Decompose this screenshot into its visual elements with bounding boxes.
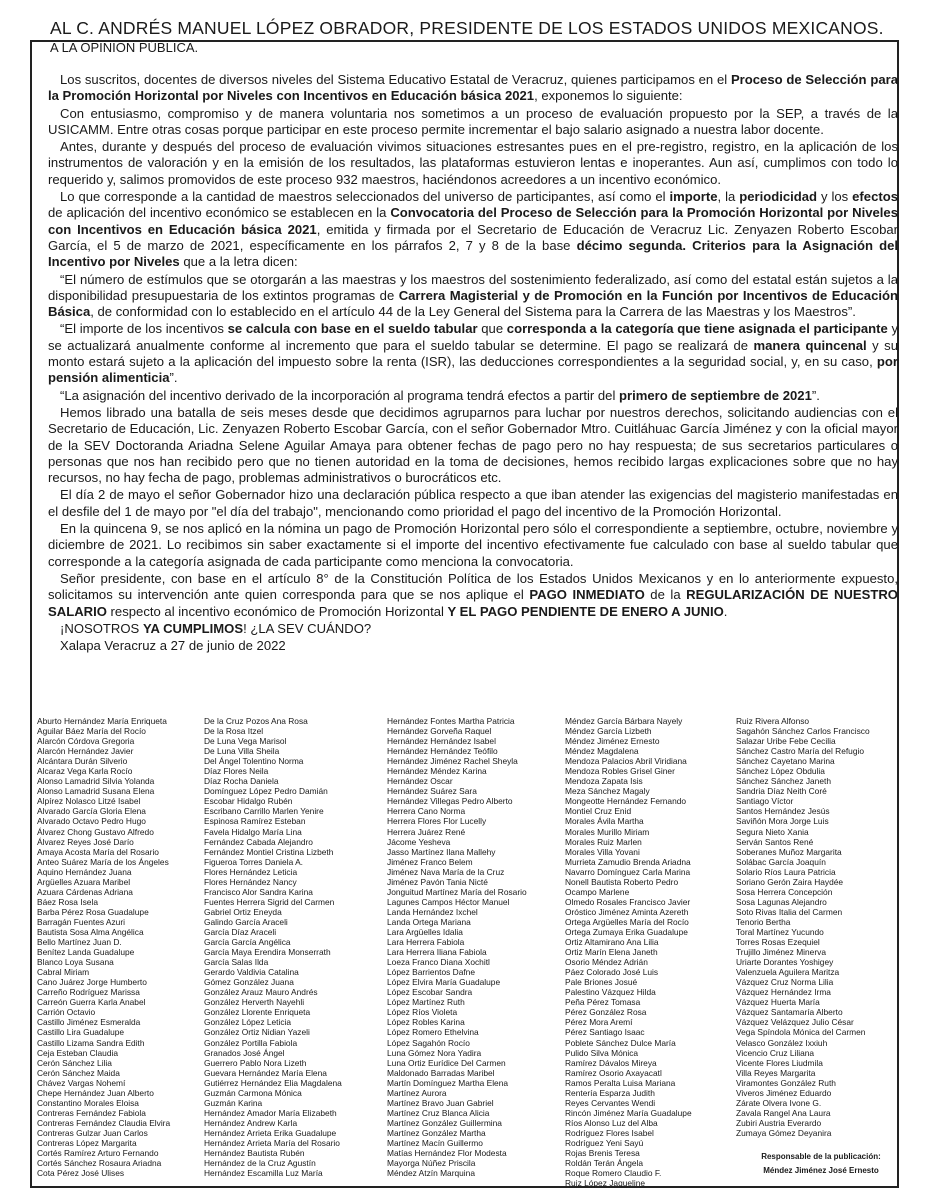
signatory-name: Cano Juárez Jorge Humberto bbox=[37, 977, 147, 988]
signatory-name: Castillo Lizama Sandra Edith bbox=[37, 1037, 145, 1048]
signatory-name: González Ortiz Nidian Yazeli bbox=[204, 1027, 310, 1038]
signatory-name: Jasso Martínez Ilana Mallehy bbox=[387, 846, 496, 857]
signatory-name: Herrera Juárez René bbox=[387, 826, 466, 837]
signatory-name: Granados José Ángel bbox=[204, 1047, 285, 1058]
signatory-name: Hernández Arrieta María del Rosario bbox=[204, 1137, 340, 1148]
signatory-name: Jiménez Nava María de la Cruz bbox=[387, 866, 505, 877]
signatory-name: Ramírez Osorio Axayacatl bbox=[565, 1067, 662, 1078]
signatory-name: Vicente Flores Liudmila bbox=[736, 1057, 823, 1068]
signatory-name: Villa Reyes Margarita bbox=[736, 1067, 816, 1078]
signatory-name: Pale Briones Josué bbox=[565, 977, 638, 988]
signatory-name: Martínez González Martha bbox=[387, 1127, 486, 1138]
signatory-name: Rodríguez Flores Isabel bbox=[565, 1127, 654, 1138]
signatory-name: Montiel Cruz Enid bbox=[565, 806, 632, 817]
signatory-name: Hernández Méndez Karina bbox=[387, 766, 487, 777]
signatory-name: Rentería Esparza Judith bbox=[565, 1087, 655, 1098]
signatory-name: Méndez Magdalena bbox=[565, 746, 639, 757]
signatory-name: Mendoza Zapata Isis bbox=[565, 776, 643, 787]
signatory-name: Guzmán Karina bbox=[204, 1097, 263, 1108]
signatory-name: Santos Hernández Jesús bbox=[736, 806, 830, 817]
signatory-name: Hernández de la Cruz Agustín bbox=[204, 1158, 316, 1169]
signatory-name: Alcántara Durán Silverio bbox=[37, 756, 128, 767]
signatory-name: Osorio Méndez Adrián bbox=[565, 957, 648, 968]
signatory-name: Viramontes González Ruth bbox=[736, 1077, 836, 1088]
signatory-name: Hernández Villegas Pedro Alberto bbox=[387, 796, 513, 807]
signatory-name: Jiménez Franco Belem bbox=[387, 856, 473, 867]
signatory-name: González Herverth Nayehli bbox=[204, 997, 305, 1008]
signatory-name: Alonso Lamadrid Susana Elena bbox=[37, 786, 155, 797]
signatory-name: Martínez González Guillermina bbox=[387, 1117, 502, 1128]
signatory-name: Flores Hernández Nancy bbox=[204, 876, 297, 887]
signatory-name: Pérez Santiago Isaac bbox=[565, 1027, 645, 1038]
signatory-name: Anteo Suárez María de los Ángeles bbox=[37, 856, 169, 867]
signatory-name: Aburto Hernández María Enriqueta bbox=[37, 716, 167, 726]
signatory-name: Aquino Hernández Juana bbox=[37, 866, 132, 877]
signatories-column-1 bbox=[37, 716, 213, 1178]
signatory-name: Luna Ortiz Eurídice Del Carmen bbox=[387, 1057, 506, 1068]
signatory-name: Uriarte Dorantes Yoshigey bbox=[736, 957, 834, 968]
signatory-name: Guzmán Carmona Mónica bbox=[204, 1087, 302, 1098]
signatory-name: De Luna Vega Marisol bbox=[204, 736, 287, 747]
signatory-name: Díaz Flores Neila bbox=[204, 766, 269, 777]
signatory-name: López Martínez Ruth bbox=[387, 997, 465, 1008]
signatory-name: Contreras Fernández Claudia Elvira bbox=[37, 1117, 171, 1128]
signatory-name: Ortega Argüelles María del Rocío bbox=[565, 916, 689, 927]
signatory-name: Cortés Sánchez Rosaura Ariadna bbox=[37, 1158, 162, 1169]
paragraph-battle: Hemos librado una batalla de seis meses desde que decidimos agruparnos para luchar por nuestros derechos, solicitando audiencias con el Secretario de Educación, Lic. Zenyazen Roberto Escobar García, con el señor Gobernador Mtro. Cuitláhuac García Jiménez y con la oficial mayor de la SEV Doctoranda Ariadna Selene Aguilar Amaya para obtener fechas de pago pero no hay respuesta; de sus secretarios particulares o personas que nos han recibido pero que no tienen autoridad en la toma de decisiones, hemos recibido largas explicaciones sobre que no hay recursos, no hay fecha de pago, problemas administrativos o burocráticos etc. bbox=[48, 404, 898, 486]
signatory-name: Castillo Jiménez Esmeralda bbox=[37, 1017, 141, 1028]
signatory-name: López Romero Ethelvina bbox=[387, 1027, 479, 1038]
signatory-name: García Díaz Araceli bbox=[204, 926, 277, 937]
signatory-name: Rojas Brenis Teresa bbox=[565, 1148, 640, 1159]
signatory-name: Zárate Olvera Ivone G. bbox=[736, 1097, 822, 1108]
signatory-name: Gutiérrez Hernández Elia Magdalena bbox=[204, 1077, 342, 1088]
signatory-name: Fernández Montiel Cristina Lizbeth bbox=[204, 846, 334, 857]
signatory-name: Lara Herrera Fabiola bbox=[387, 937, 465, 948]
signatory-name: Pérez González Rosa bbox=[565, 1007, 647, 1018]
paragraph-intro: Los suscritos, docentes de diversos niveles del Sistema Educativo Estatal de Veracruz, quienes participamos en el Proceso de Selección para la Promoción Horizontal por Niveles con Incentivos en Educación básica 2021, exponemos lo siguiente: bbox=[48, 72, 898, 104]
signatory-name: Jiménez Pavón Tania Nicté bbox=[387, 876, 488, 887]
signatory-name: Contreras López Margarita bbox=[37, 1137, 137, 1148]
signatory-name: Vázquez Hernández Irma bbox=[736, 987, 831, 998]
signatory-name: Morales Ávila Martha bbox=[565, 816, 644, 827]
signatory-name: Sánchez Sánchez Janeth bbox=[736, 776, 831, 787]
paragraph-convocatoria: Lo que corresponde a la cantidad de maestros seleccionados del universo de participantes, así como el importe, la periodicidad y los efectos de aplicación del incentivo económico se establecen en la Convocatoria del Proceso de Selección para la Promoción Horizontal por Niveles con Incentivos en Educación básica 2021, emitida y firmada por el Secretario de Educación de Veracruz Lic. Zenyazen Roberto Escobar García, el 5 de marzo de 2021, específicamente en los párrafos 2, 7 y 8 de la base décimo segunda. Criterios para la Asignación del Incentivo por Niveles que a la letra dicen: bbox=[48, 189, 898, 270]
signatory-name: Bello Martínez Juan D. bbox=[37, 937, 122, 948]
signatories-column-4 bbox=[565, 716, 741, 1188]
signatory-name: Solario Ríos Laura Patricia bbox=[736, 866, 836, 877]
signatory-name: De la Cruz Pozos Ana Rosa bbox=[204, 716, 308, 726]
slogan: ¡NOSOTROS YA CUMPLIMOS! ¿LA SEV CUÁNDO? bbox=[60, 620, 372, 636]
signatory-name: De Luna Villa Sheila bbox=[204, 746, 280, 757]
signatory-name: Carrión Octavio bbox=[37, 1007, 96, 1018]
signatory-name: Toral Martínez Yucundo bbox=[736, 926, 824, 937]
paragraph-may-declaration: El día 2 de mayo el señor Gobernador hizo una declaración pública respecto a que iban atender las exigencias del magisterio manifestadas en el desfile del 1 de mayo por "el día del trabajo", mencionando como prioridad el pago del incentivo de la Promoción Horizontal. bbox=[48, 487, 898, 519]
signatory-name: Hernández Jiménez Rachel Sheyla bbox=[387, 756, 518, 767]
signatory-name: Galindo García Araceli bbox=[204, 916, 288, 927]
signatory-name: Hernández Fontes Martha Patricia bbox=[387, 716, 515, 726]
signatory-name: Cabral Miriam bbox=[37, 967, 90, 978]
signatory-name: Ruiz López Jaqueline bbox=[565, 1178, 646, 1189]
paragraph-process: Antes, durante y después del proceso de evaluación vivimos situaciones estresantes pues en el pre-registro, registro, en la aplicación de los instrumentos de valoración y en la emisión de los resultados, las plataformas estuvieron lentas e inoperantes. Aun así, cumplimos con todo lo requerido y, salimos promovidos de este proceso 932 maestros, haciéndonos acreedores a un incentivo económico. bbox=[48, 139, 898, 187]
signatory-name: Hernández Escamilla Luz María bbox=[204, 1168, 323, 1179]
signatory-name: Soto Rivas Italia del Carmen bbox=[736, 906, 843, 917]
signatory-name: López Sagahón Rocío bbox=[387, 1037, 470, 1048]
signatory-name: Sagahón Sánchez Carlos Francisco bbox=[736, 726, 870, 737]
signatory-name: López Ríos Violeta bbox=[387, 1007, 458, 1018]
signatory-name: Hernández Suárez Sara bbox=[387, 786, 477, 797]
paragraph-request: Señor presidente, con base en el artículo 8° de la Constitución Política de los Estados Unidos Mexicanos y en lo anteriormente expuesto, solicitamos su intervención ante quien corresponda para que se nos aplique el PAGO INMEDIATO de la REGULARIZACIÓN DE NUESTRO SALARIO respecto al incentivo económico de Promoción Horizontal Y EL PAGO PENDIENTE DE ENERO A JUNIO. bbox=[48, 570, 898, 619]
responsible-label: Responsable de la publicación: bbox=[761, 1152, 881, 1161]
signatory-name: Páez Colorado José Luis bbox=[565, 967, 659, 978]
signatory-name: Velasco González Ixxiuh bbox=[736, 1037, 828, 1048]
signatory-name: Sánchez Castro María del Refugio bbox=[736, 746, 865, 757]
signatory-name: Alarcón Hernández Javier bbox=[37, 746, 134, 757]
signatory-name: Argüelles Azuara Maribel bbox=[37, 876, 131, 887]
signatory-name: Amaya Acosta María del Rosario bbox=[37, 846, 159, 857]
signatory-name: Mongeotte Hernández Fernando bbox=[565, 796, 687, 807]
paragraph-quincena: En la quincena 9, se nos aplicó en la nómina un pago de Promoción Horizontal pero sólo el correspondiente a septiembre, octubre, noviembre y diciembre de 2021. Lo recibimos sin saber exactamente si el importe del incentivo efectivamente fue calculado con base al sueldo tabular que corresponde a la categoría asignada de cada participante como menciona la convocatoria. bbox=[48, 521, 898, 569]
signatory-name: Escribano Carrillo Marlen Yenire bbox=[204, 806, 324, 817]
signatory-name: Hernández Hernández Teófilo bbox=[387, 746, 498, 757]
signatory-name: Navarro Domínguez Carla Marina bbox=[565, 866, 691, 877]
signatory-name: Luna Gómez Nora Yadira bbox=[387, 1047, 482, 1058]
signatory-name: Benítez Landa Guadalupe bbox=[37, 947, 135, 958]
signatory-name: Sosa Lagunas Alejandro bbox=[736, 896, 827, 907]
document-header: AL C. ANDRÉS MANUEL LÓPEZ OBRADOR, PRESIDENTE DE LOS ESTADOS UNIDOS MEXICANOS. bbox=[50, 18, 884, 38]
signatory-name: Reyes Cervantes Wendi bbox=[565, 1097, 656, 1108]
signatory-name: Soberanes Muñoz Margarita bbox=[736, 846, 842, 857]
signatory-name: García García Angélica bbox=[204, 937, 291, 948]
signatory-name: Sánchez Cayetano Marina bbox=[736, 756, 835, 767]
signatory-name: Cortés Ramírez Arturo Fernando bbox=[37, 1148, 159, 1159]
signatory-name: Bautista Sosa Alma Angélica bbox=[37, 926, 144, 937]
signatory-name: Landa Ortega Mariana bbox=[387, 916, 471, 927]
signatory-name: Zubiri Austria Everardo bbox=[736, 1117, 822, 1128]
signatory-name: Mendoza Palacios Abril Viridiana bbox=[565, 756, 687, 767]
quote-paragraph-2: “El número de estímulos que se otorgarán a las maestras y los maestros del sostenimiento federalizado, así como del estatal están sujetos a la disponibilidad presupuestaria de los extintos programas de Carrera Magisterial y de Promoción en la Función por Incentivos de Educación Básica, de conformidad con lo establecido en el artículo 44 de la Ley General del Sistema para la Carrera de las Maestras y los Maestros”. bbox=[48, 271, 898, 320]
signatory-name: Carreño Rodríguez Marissa bbox=[37, 987, 140, 998]
signatory-name: Álvarez Reyes José Darío bbox=[37, 836, 134, 847]
signatory-name: Morales Murillo Miriam bbox=[565, 826, 650, 837]
signatory-name: Pérez Mora Aremí bbox=[565, 1017, 633, 1028]
signatory-name: Zumaya Gómez Deyanira bbox=[736, 1127, 832, 1138]
signatory-name: Alonso Lamadrid Silvia Yolanda bbox=[37, 776, 155, 787]
signatory-name: Jonguitud Martínez María del Rosario bbox=[387, 886, 527, 897]
signatory-name: Oróstico Jiménez Aminta Azereth bbox=[565, 906, 689, 917]
signatory-name: Nonell Bautista Roberto Pedro bbox=[565, 876, 679, 887]
signatory-name: Lagunes Campos Héctor Manuel bbox=[387, 896, 510, 907]
signatory-name: Herrera Flores Flor Lucelly bbox=[387, 816, 487, 827]
signatory-name: Ortiz Altamirano Ana Lilia bbox=[565, 937, 659, 948]
signatory-name: García Salas Ilda bbox=[204, 957, 269, 968]
signatory-name: Carreón Guerra Karla Anabel bbox=[37, 997, 146, 1008]
signatory-name: González López Leticia bbox=[204, 1017, 292, 1028]
signatory-name: Díaz Rocha Daniela bbox=[204, 776, 279, 787]
signatory-name: Francisco Alor Sandra Karina bbox=[204, 886, 313, 897]
signatory-name: Landa Hernández Ixchel bbox=[387, 906, 478, 917]
signatories-list bbox=[37, 716, 917, 1189]
signatory-name: Pulido Silva Mónica bbox=[565, 1047, 639, 1058]
signatory-name: Vázquez Cruz Norma Lilia bbox=[736, 977, 834, 988]
signatory-name: Barba Pérez Rosa Guadalupe bbox=[37, 906, 149, 917]
signatories-column-3 bbox=[387, 716, 563, 1178]
signatory-name: Castillo Lira Guadalupe bbox=[37, 1027, 125, 1038]
signatory-name: Martínez Aurora bbox=[387, 1087, 447, 1098]
signatory-name: Santiago Víctor bbox=[736, 796, 794, 807]
signatory-name: Espinosa Ramírez Esteban bbox=[204, 816, 306, 827]
document-subheader: A LA OPINION PÚBLICA. bbox=[50, 40, 199, 55]
signatory-name: Matías Hernández Flor Modesta bbox=[387, 1148, 507, 1159]
signatory-name: Jácome Yesheva bbox=[387, 836, 451, 847]
signatory-name: Barragán Fuentes Azuri bbox=[37, 916, 125, 927]
signatory-name: Contreras Fernández Fabiola bbox=[37, 1107, 146, 1118]
signatory-name: Ortiz Marín Elena Janeth bbox=[565, 947, 658, 958]
signatory-name: Ruiz Rivera Alfonso bbox=[736, 716, 810, 726]
signatory-name: Azuara Cárdenas Adriana bbox=[37, 886, 133, 897]
signatory-name: Fernández Cabada Alejandro bbox=[204, 836, 313, 847]
signatory-name: Gabriel Ortiz Eneyda bbox=[204, 906, 282, 917]
responsible-name: Méndez Jiménez José Ernesto bbox=[763, 1166, 879, 1175]
signatories-column-2 bbox=[204, 716, 380, 1178]
signatory-name: Ramos Peralta Luisa Mariana bbox=[565, 1077, 676, 1088]
signatory-name: Constantino Morales Eloisa bbox=[37, 1097, 139, 1108]
signatory-name: Serván Santos René bbox=[736, 836, 814, 847]
signatory-name: Hernández Oscar bbox=[387, 776, 453, 787]
place-date: Xalapa Veracruz a 27 de junio de 2022 bbox=[60, 638, 286, 654]
signatory-name: Mendoza Robles Grisel Giner bbox=[565, 766, 675, 777]
signatory-name: Viveros Jiménez Eduardo bbox=[736, 1087, 832, 1098]
signatory-name: Álvarez Chong Gustavo Alfredo bbox=[37, 826, 154, 837]
signatory-name: Valenzuela Aguilera Maritza bbox=[736, 967, 840, 978]
signatory-name: Vázquez Santamaría Alberto bbox=[736, 1007, 843, 1018]
signatory-name: Báez Rosa Isela bbox=[37, 896, 98, 907]
signatory-name: Salazar Uribe Febe Cecilia bbox=[736, 736, 836, 747]
signatory-name: Hernández Gorveña Raquel bbox=[387, 726, 492, 737]
signatory-name: Solábac García Joaquín bbox=[736, 856, 826, 867]
signatory-name: Flores Hernández Leticia bbox=[204, 866, 298, 877]
signatory-name: Hernández Amador María Elizabeth bbox=[204, 1107, 337, 1118]
signatory-name: Domínguez López Pedro Damián bbox=[204, 786, 328, 797]
signatory-name: Alvarado García Gloria Elena bbox=[37, 806, 146, 817]
signatory-name: Torres Rosas Ezequiel bbox=[736, 937, 820, 948]
signatory-name: Roldán Terán Ángela bbox=[565, 1158, 644, 1169]
signatory-name: Palestino Vázquez Hilda bbox=[565, 987, 656, 998]
signatory-name: Ríos Alonso Luz del Alba bbox=[565, 1117, 658, 1128]
signatory-name: Del Ángel Tolentino Norma bbox=[204, 756, 304, 767]
signatory-name: Martínez Macín Guillermo bbox=[387, 1137, 483, 1148]
signatory-name: Lara Argüelles Idalia bbox=[387, 926, 463, 937]
signatory-name: Gerardo Valdivia Catalina bbox=[204, 967, 299, 978]
signatory-name: Vicencio Cruz Liliana bbox=[736, 1047, 815, 1058]
signatory-name: González Arauz Mauro Andrés bbox=[204, 987, 318, 998]
signatory-name: Vázquez Velázquez Julio César bbox=[736, 1017, 854, 1028]
signatory-name: Peña Pérez Tomasa bbox=[565, 997, 641, 1008]
signatory-name: Sánchez López Obdulia bbox=[736, 766, 825, 777]
signatory-name: Alcaraz Vega Karla Rocío bbox=[37, 766, 133, 777]
signatory-name: García Maya Erendira Monserrath bbox=[204, 947, 331, 958]
signatory-name: Soriano Gerón Zaira Haydée bbox=[736, 876, 844, 887]
signatory-name: Morales Ruiz Marlen bbox=[565, 836, 642, 847]
signatory-name: López Robles Karina bbox=[387, 1017, 465, 1028]
signatory-name: Roque Romero Claudio F. bbox=[565, 1168, 662, 1179]
signatory-name: Rodríguez Yeni Sayú bbox=[565, 1137, 644, 1148]
signatory-name: Méndez García Lizbeth bbox=[565, 726, 652, 737]
signatory-name: Chepe Hernández Juan Alberto bbox=[37, 1087, 154, 1098]
signatory-name: López Elvira María Guadalupe bbox=[387, 977, 501, 988]
signatory-name: Favela Hidalgo María Lina bbox=[204, 826, 302, 837]
signatory-name: De la Rosa Itzel bbox=[204, 726, 264, 737]
signatory-name: Escobar Hidalgo Rubén bbox=[204, 796, 293, 807]
signatory-name: Olmedo Rosales Francisco Javier bbox=[565, 896, 691, 907]
signatory-name: Poblete Sánchez Dulce María bbox=[565, 1037, 676, 1048]
quote-paragraph-8: “La asignación del incentivo derivado de la incorporación al programa tendrá efectos a partir del primero de septiembre de 2021”. bbox=[60, 387, 820, 403]
signatory-name: Alarcón Córdova Gregoria bbox=[37, 736, 135, 747]
signatory-name: Cerón Sánchez Lilia bbox=[37, 1057, 112, 1068]
signatory-name: Sosa Herrera Concepción bbox=[736, 886, 833, 897]
signatory-name: Trujillo Jiménez Minerva bbox=[736, 947, 826, 958]
signatory-name: Chávez Vargas Nohemí bbox=[37, 1077, 126, 1088]
signatory-name: Martín Domínguez Martha Elena bbox=[387, 1077, 509, 1088]
signatory-name: Alvarado Octavo Pedro Hugo bbox=[37, 816, 146, 827]
signatory-name: Loeza Franco Diana Xochitl bbox=[387, 957, 490, 968]
signatory-name: Rincón Jiménez María Guadalupe bbox=[565, 1107, 692, 1118]
signatory-name: Maldonado Barradas Maribel bbox=[387, 1067, 495, 1078]
signatory-name: Hernández Hernández Isabel bbox=[387, 736, 496, 747]
signatory-name: Zavala Rangel Ana Laura bbox=[736, 1107, 831, 1118]
signatory-name: Sandria Díaz Neith Coré bbox=[736, 786, 827, 797]
signatory-name: Contreras Gulzar Juan Carlos bbox=[37, 1127, 148, 1138]
signatory-name: Lara Herrera Iliana Fabiola bbox=[387, 947, 487, 958]
signatory-name: Méndez García Bárbara Nayely bbox=[565, 716, 683, 726]
signatory-name: Cota Pérez José Ulises bbox=[37, 1168, 125, 1179]
signatory-name: Tenorio Bertha bbox=[736, 916, 791, 927]
signatory-name: Hernández Arrieta Erika Guadalupe bbox=[204, 1127, 337, 1138]
signatory-name: Morales Villa Yovani bbox=[565, 846, 640, 857]
signatory-name: Guerrero Pablo Nora Lizeth bbox=[204, 1057, 307, 1068]
signatory-name: Hernández Andrew Karla bbox=[204, 1117, 298, 1128]
signatory-name: Méndez Jiménez Ernesto bbox=[565, 736, 660, 747]
signatory-name: Guevara Hernández María Elena bbox=[204, 1067, 327, 1078]
signatory-name: Ortega Zumaya Erika Guadalupe bbox=[565, 926, 688, 937]
signatory-name: Hernández Bautista Rubén bbox=[204, 1148, 305, 1159]
signatories-column-5 bbox=[736, 716, 912, 1138]
signatory-name: Gómez González Juana bbox=[204, 977, 294, 988]
paragraph-evaluation: Con entusiasmo, compromiso y de manera voluntaria nos sometimos a un proceso de evaluación propuesto por la SEP, a través de la USICAMM. Entre otras cosas porque participar en este proceso permite incrementar el bajo salario asignado a nuestra labor docente. bbox=[48, 105, 898, 137]
signatory-name: Ceja Esteban Claudia bbox=[37, 1047, 119, 1058]
signatory-name: Murrieta Zamudio Brenda Ariadna bbox=[565, 856, 691, 867]
signatory-name: Blanco Loya Susana bbox=[37, 957, 114, 968]
signatory-name: Segura Nieto Xania bbox=[736, 826, 809, 837]
signatory-name: Vázquez Huerta María bbox=[736, 997, 820, 1008]
signatory-name: López Escobar Sandra bbox=[387, 987, 473, 998]
publication-responsible bbox=[736, 1150, 906, 1178]
signatory-name: González Llorente Enriqueta bbox=[204, 1007, 311, 1018]
signatory-name: Cerón Sánchez Maida bbox=[37, 1067, 120, 1078]
signatory-name: Martínez Cruz Blanca Alicia bbox=[387, 1107, 490, 1118]
signatory-name: Herrera Cano Norma bbox=[387, 806, 466, 817]
signatory-name: Mayorga Núñez Priscila bbox=[387, 1158, 476, 1169]
signatory-name: Alpírez Nolasco Litzé Isabel bbox=[37, 796, 141, 807]
signatory-name: Vega Spíndola Mónica del Carmen bbox=[736, 1027, 866, 1038]
signatory-name: Ocampo Marlene bbox=[565, 886, 630, 897]
letter-body bbox=[48, 72, 898, 655]
signatory-name: Martínez Bravo Juan Gabriel bbox=[387, 1097, 494, 1108]
signatory-name: Ramírez Dávalos Mireya bbox=[565, 1057, 657, 1068]
signatory-name: López Barrientos Dafne bbox=[387, 967, 475, 978]
signatory-name: Meza Sánchez Magaly bbox=[565, 786, 650, 797]
signatory-name: Aguilar Báez María del Rocío bbox=[37, 726, 146, 737]
signatory-name: Figueroa Torres Daniela A. bbox=[204, 856, 304, 867]
signatory-name: Saviñón Mora Jorge Luis bbox=[736, 816, 829, 827]
signatory-name: Méndez Atzín Marquina bbox=[387, 1168, 475, 1179]
quote-paragraph-7: “El importe de los incentivos se calcula con base en el sueldo tabular que corresponda a la categoría que tiene asignada el participante y se actualizará anualmente conforme al incremento que para el sueldo tabular se determine. El pago se realizará de manera quincenal y su monto estará sujeto a la aplicación del impuesto sobre la renta (ISR), las deducciones correspondientes a la seguridad social, y, en su caso, por pensión alimenticia”. bbox=[48, 321, 898, 386]
signatory-name: Fuentes Herrera Sigrid del Carmen bbox=[204, 896, 335, 907]
signatory-name: González Portilla Fabiola bbox=[204, 1037, 298, 1048]
